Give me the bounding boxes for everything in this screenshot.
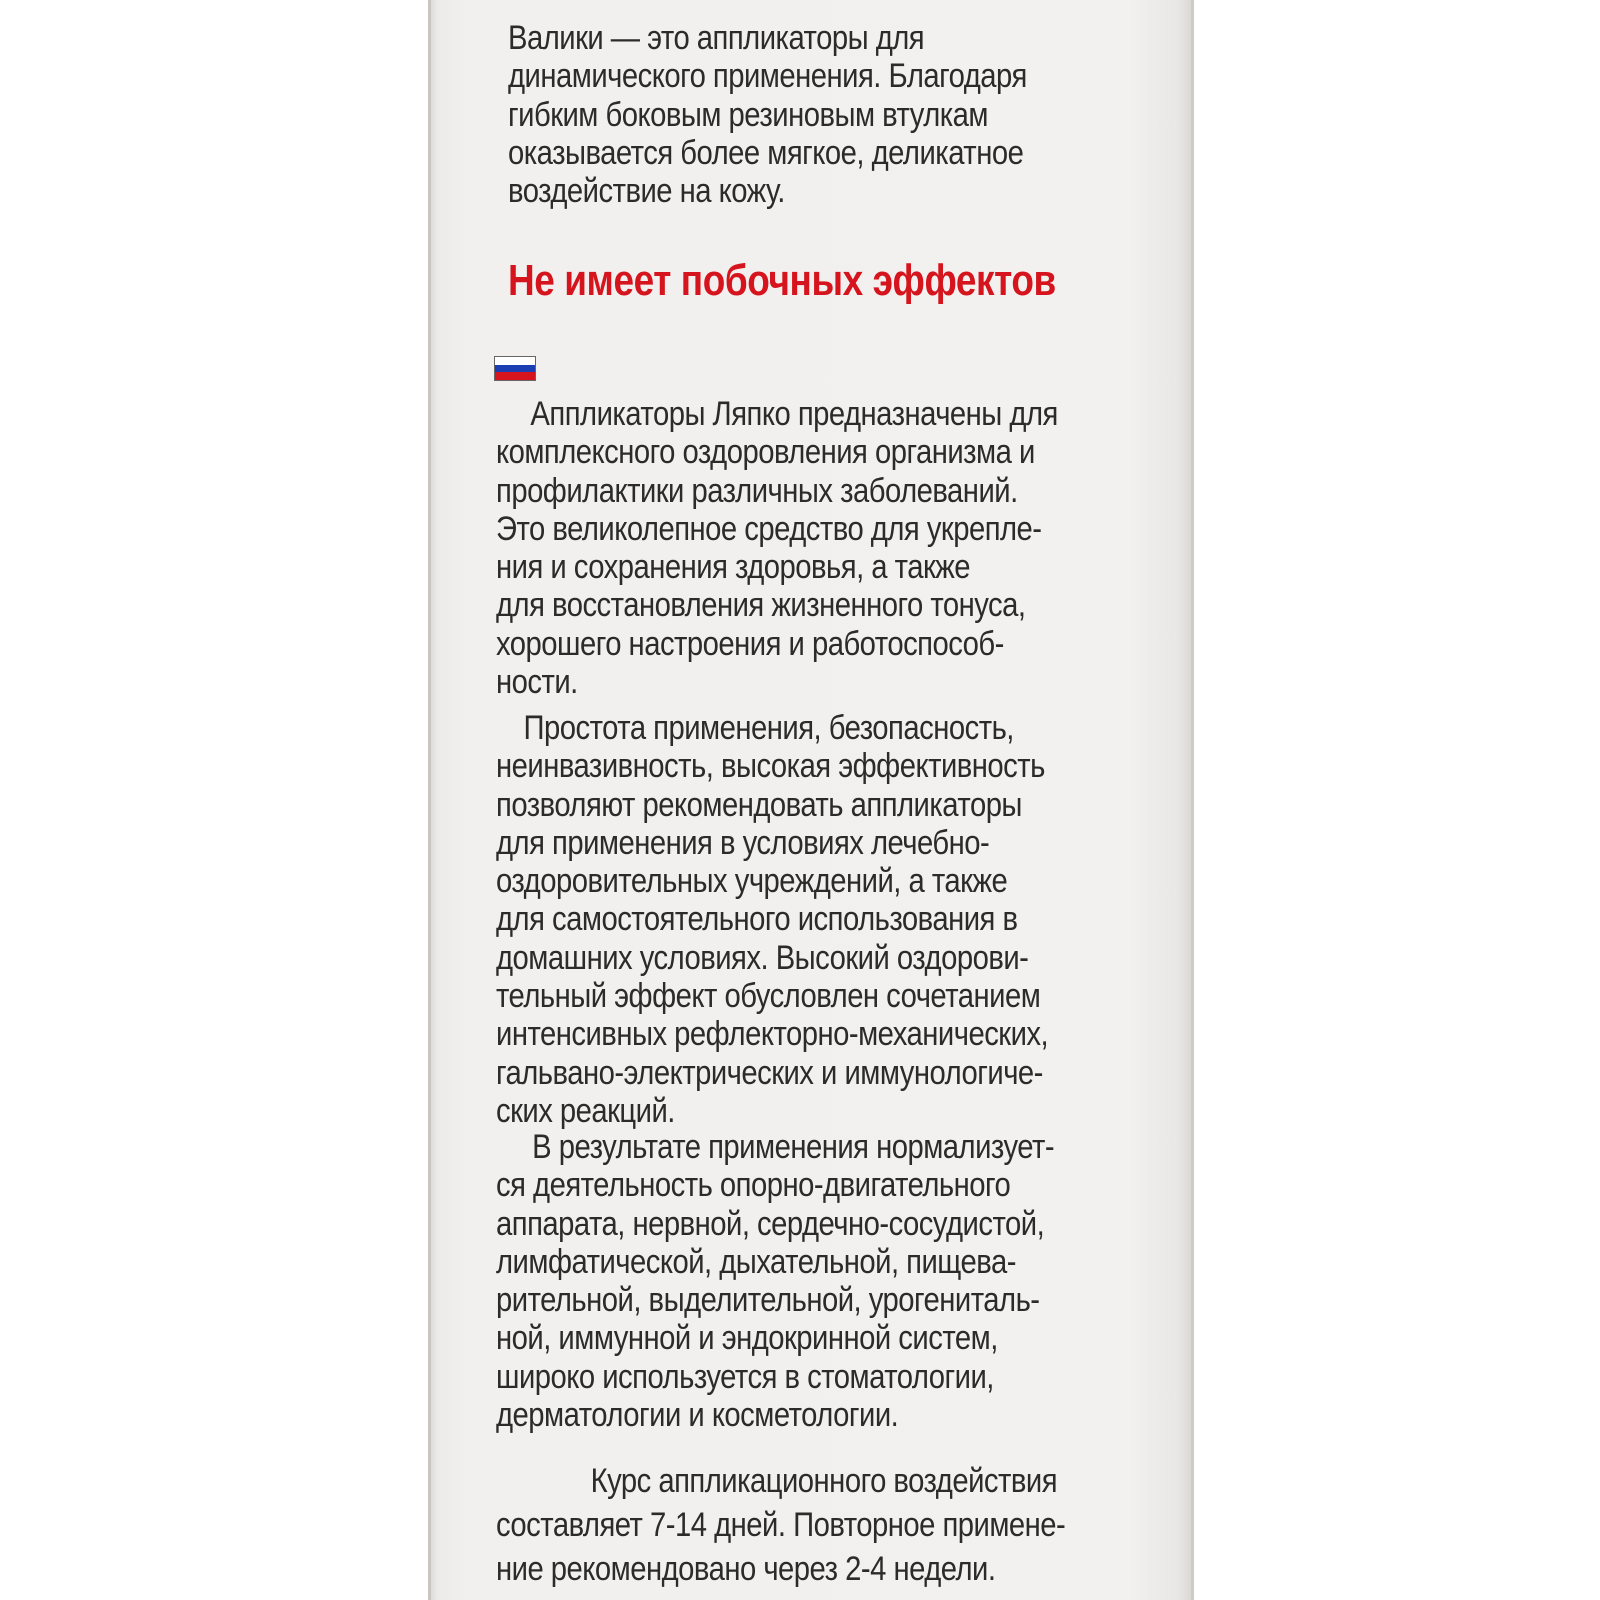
text-line: ние рекомендовано через 2-4 недели.	[496, 1550, 996, 1588]
purpose-paragraph	[496, 395, 1129, 701]
text-line: Простота применения, безопасность,	[523, 709, 1014, 747]
benefits-paragraph	[496, 709, 1129, 1130]
russian-flag-icon	[494, 356, 536, 381]
text-line: комплексного оздоровления организма и	[496, 433, 1035, 472]
text-line: ния и сохранения здоровья, а также	[496, 548, 971, 587]
text-line: для самостоятельного использования в	[496, 900, 1018, 939]
rollers-description	[508, 19, 1125, 210]
text-line: для восстановления жизненного тонуса,	[496, 586, 1026, 625]
text-line: хорошего настроения и работоспособ-	[496, 624, 1004, 663]
text-line: динамического применения. Благодаря	[508, 57, 1027, 96]
text-line: ной, иммунной и эндокринной систем,	[496, 1319, 998, 1358]
text-line: тельный эффект обусловлен сочетанием	[496, 977, 1041, 1016]
text-line: Курс аппликационного воздействия	[590, 1462, 1058, 1500]
text-line: широко используется в стоматологии,	[496, 1357, 994, 1396]
text-line: лимфатической, дыхательной, пищева-	[496, 1242, 1016, 1281]
text-line: для применения в условиях лечебно-	[496, 823, 990, 862]
text-line: позволяют рекомендовать аппликаторы	[496, 785, 1022, 824]
text-line: гальвано-электрических и иммунологиче-	[496, 1053, 1043, 1092]
text-line: воздействие на кожу.	[508, 172, 785, 211]
text-line: ности.	[496, 663, 578, 702]
flag-red-stripe	[495, 372, 535, 380]
course-paragraph	[496, 1459, 1129, 1591]
text-line: неинвазивность, высокая эффективность	[496, 747, 1045, 786]
text-line: дерматологии и косметологии.	[496, 1396, 899, 1435]
results-paragraph	[496, 1128, 1129, 1434]
text-line: составляет 7-14 дней. Повторное применe-	[496, 1506, 1066, 1544]
package-right-edge	[1191, 0, 1194, 1600]
text-line: Аппликаторы Ляпко предназначены для	[530, 395, 1058, 433]
text-line: аппарата, нервной, сердечно-сосудистой,	[496, 1204, 1045, 1243]
package-left-edge	[428, 0, 431, 1600]
text-line: оздоровительных учреждений, а также	[496, 862, 1008, 901]
text-line: оказывается более мягкое, деликатное	[508, 133, 1024, 172]
text-line: домашних условиях. Высокий оздорови-	[496, 938, 1029, 977]
flag-white-stripe	[495, 357, 535, 365]
text-line: Это великолепное средство для укрепле-	[496, 509, 1042, 548]
text-line: профилактики различных заболеваний.	[496, 471, 1018, 510]
text-line: ских реакций.	[496, 1091, 675, 1130]
no-side-effects-heading: Не имеет побочных эффектов	[508, 256, 1056, 305]
text-line: интенсивных рефлекторно-механических,	[496, 1015, 1049, 1054]
text-line: гибким боковым резиновым втулкам	[508, 95, 989, 134]
flag-blue-stripe	[495, 365, 535, 373]
text-line: В результате применения нормализует-	[532, 1128, 1055, 1166]
text-line: Валики — это аппликаторы для	[508, 19, 925, 57]
text-line: рительной, выделительной, урогениталь-	[496, 1281, 1040, 1320]
text-line: ся деятельность опорно-двигательного	[496, 1166, 1011, 1205]
